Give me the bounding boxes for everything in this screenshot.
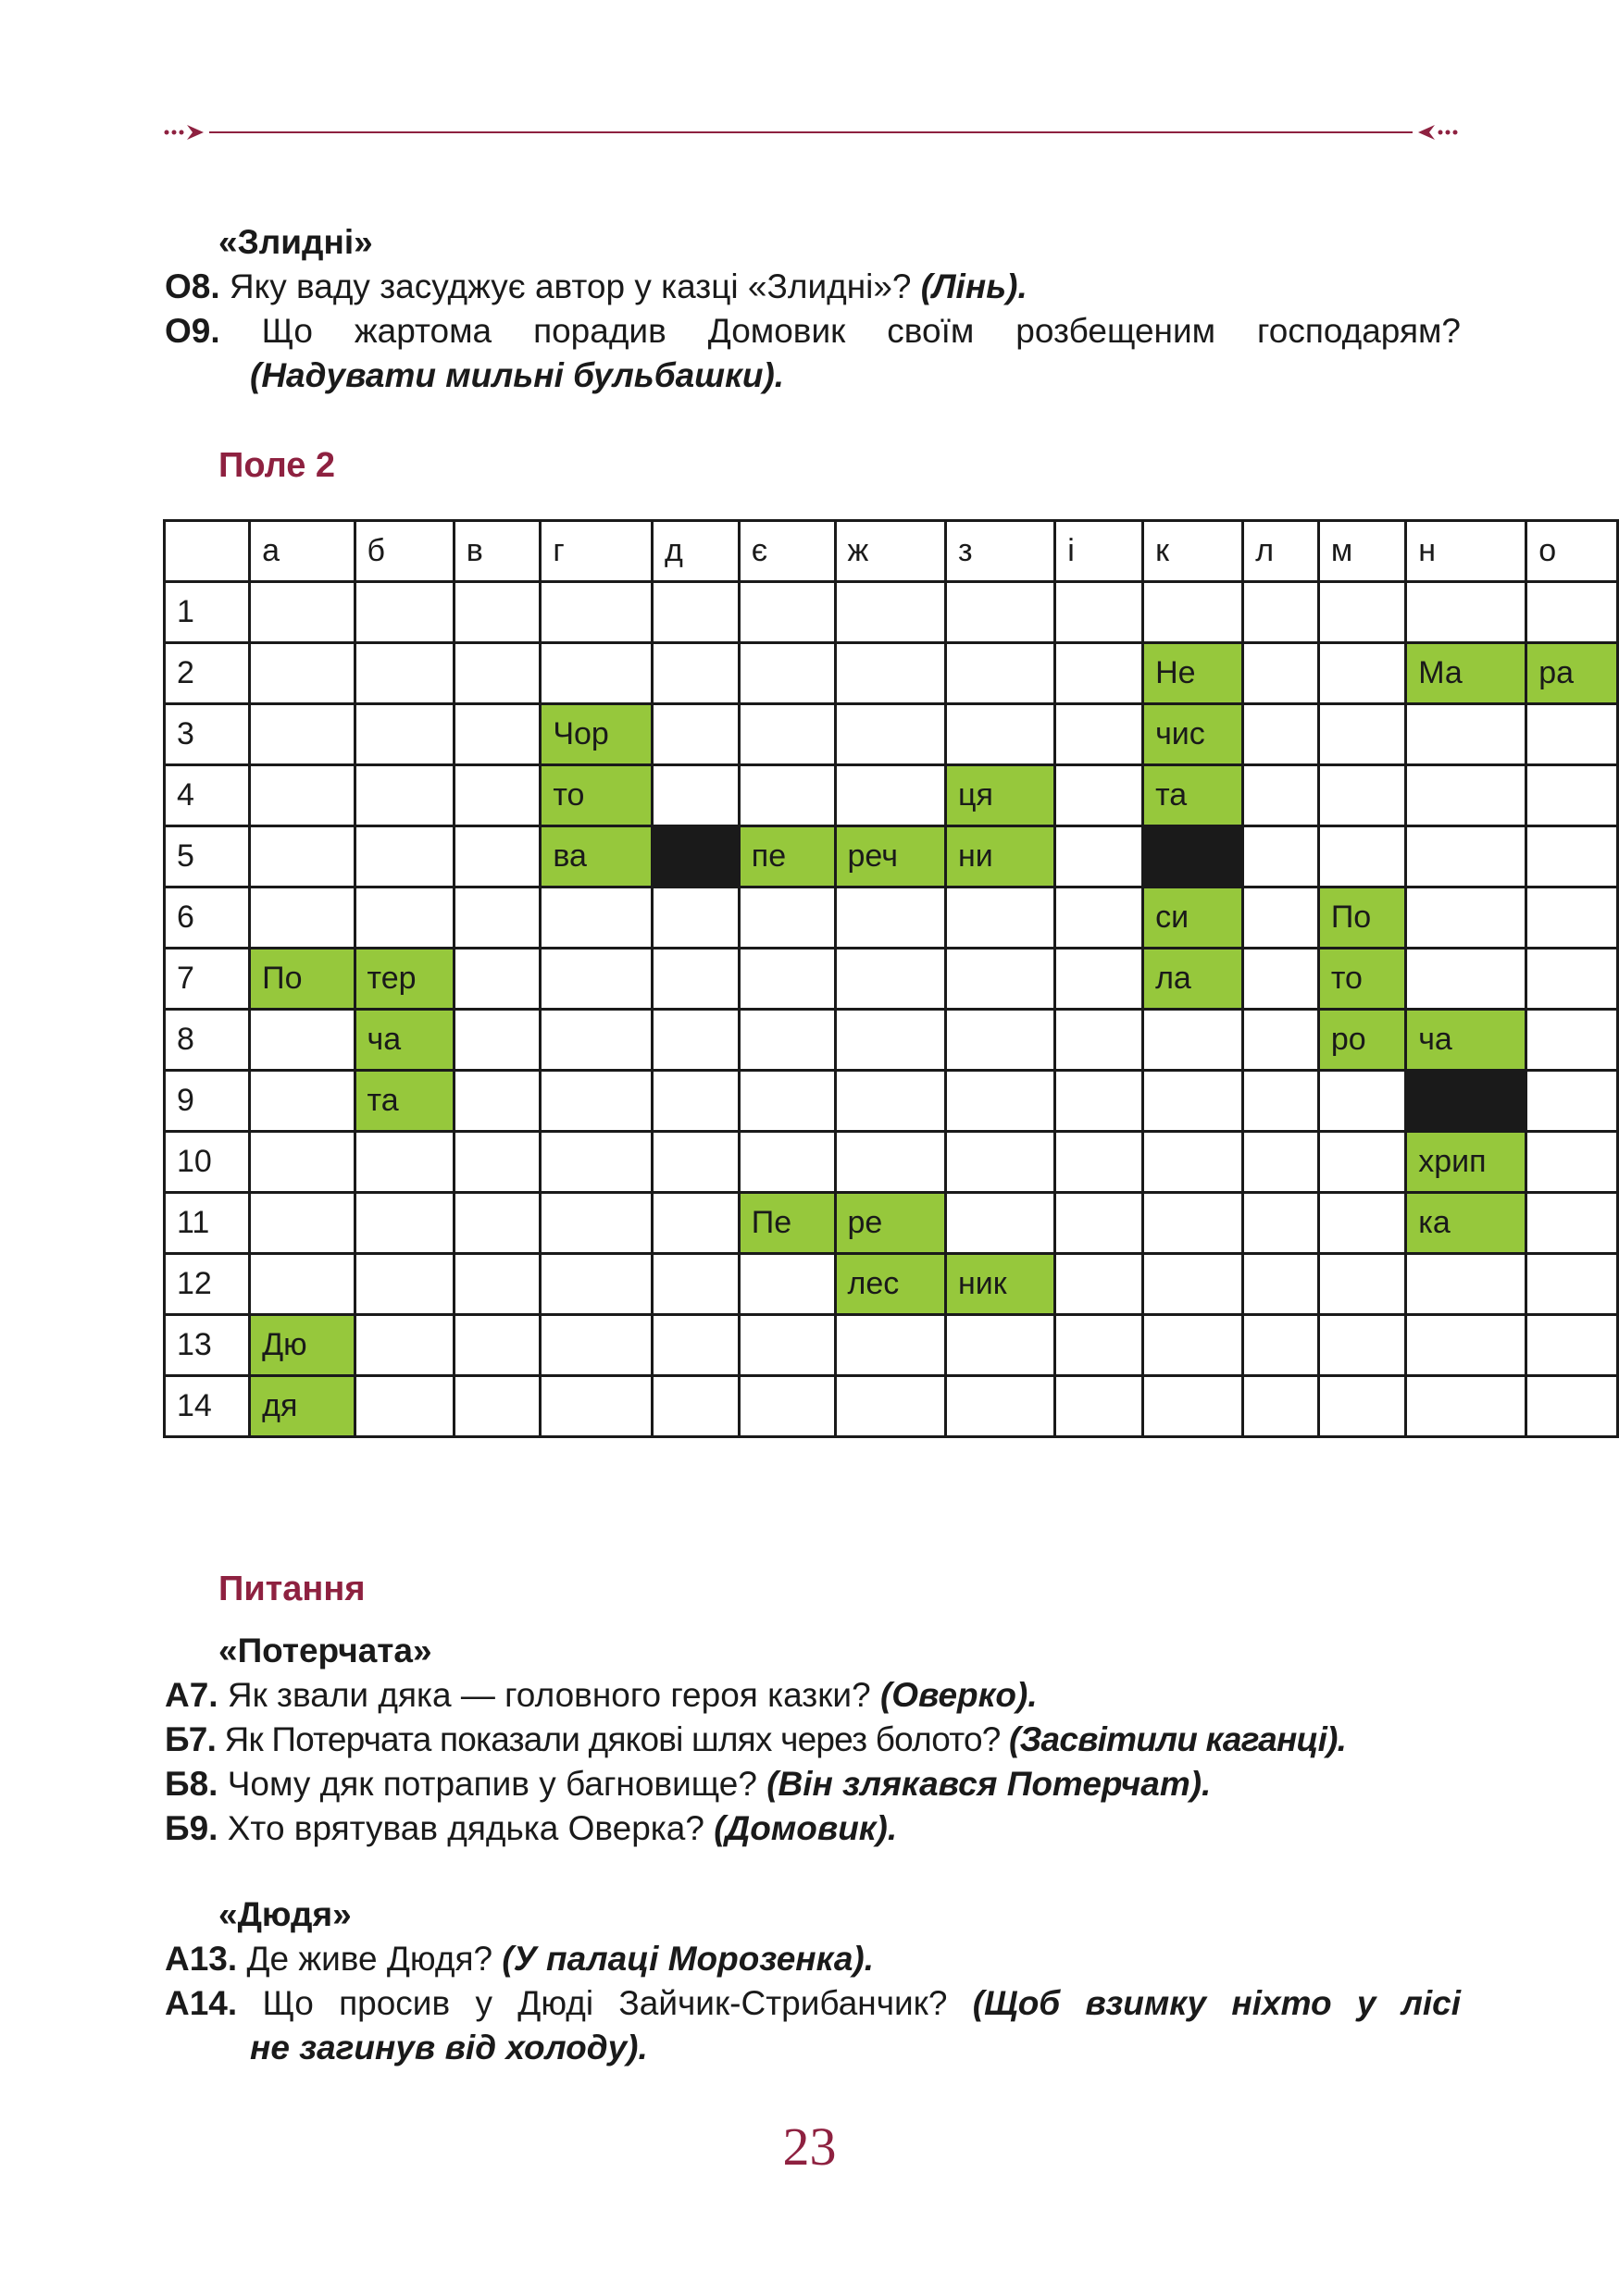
grid-cell [653,1254,740,1315]
grid-cell [739,1376,835,1437]
grid-cell [653,582,740,643]
grid-cell [653,704,740,765]
filled-cell: Пе [739,1193,835,1254]
grid-cell [835,765,945,826]
grid-cell [454,643,541,704]
grid-cell [454,949,541,1010]
question-a14: А14. Що просив у Дюді Зайчик-Стрибанчик? (Щоб взимку ніхто у лісі [165,1984,1461,2022]
grid-row [165,1254,1618,1315]
grid-cell [1526,1010,1618,1071]
grid-cell [835,887,945,949]
grid-row [165,1193,1618,1254]
grid-row [165,1376,1618,1437]
column-header: і [1055,521,1143,582]
grid-cell [454,704,541,765]
filled-cell: Ма [1406,643,1526,704]
grid-cell [250,1010,355,1071]
grid-cell [355,643,454,704]
filled-cell: дя [250,1376,355,1437]
filled-cell: та [1143,765,1243,826]
grid-cell [1406,704,1526,765]
grid-row [165,1132,1618,1193]
grid-cell [1318,1132,1405,1193]
grid-cell [541,1376,653,1437]
grid-cell [1055,1132,1143,1193]
filled-cell: тер [355,949,454,1010]
grid-row [165,887,1618,949]
grid-cell [1526,1315,1618,1376]
column-header: м [1318,521,1405,582]
filled-cell: ни [945,826,1054,887]
grid-cell [1406,1315,1526,1376]
grid-cell [1243,765,1319,826]
grid-cell [1243,1132,1319,1193]
grid-row [165,582,1618,643]
grid-cell [835,582,945,643]
grid-cell [1055,949,1143,1010]
grid-cell [739,949,835,1010]
grid-cell [1406,887,1526,949]
grid-cell [1526,582,1618,643]
grid-cell [739,765,835,826]
blocked-cell [653,826,740,887]
filled-cell: хрип [1406,1132,1526,1193]
filled-cell: ця [945,765,1054,826]
section-poterchata [165,1629,1461,1851]
section-title: «Потерчата» [218,1632,432,1669]
filled-cell: лес [835,1254,945,1315]
row-header: 12 [165,1254,250,1315]
grid-cell [1318,1193,1405,1254]
grid-cell [1143,582,1243,643]
question-a7: А7. Як звали дяка — головного героя казки? (Оверко). [165,1676,1038,1714]
column-header: н [1406,521,1526,582]
grid-cell [1318,643,1405,704]
grid-row [165,1010,1618,1071]
grid-cell [355,1254,454,1315]
grid-cell [739,704,835,765]
grid-cell [541,1010,653,1071]
grid-cell [835,949,945,1010]
row-header: 2 [165,643,250,704]
row-header: 11 [165,1193,250,1254]
grid-cell [454,826,541,887]
section-zlydni [165,220,1461,398]
row-header: 10 [165,1132,250,1193]
grid-cell [1055,1010,1143,1071]
grid-row [165,949,1618,1010]
column-header: ж [835,521,945,582]
grid-cell [1143,1132,1243,1193]
grid-cell [250,1071,355,1132]
grid-cell [1243,704,1319,765]
grid-cell [250,643,355,704]
filled-cell: ка [1406,1193,1526,1254]
grid-cell [945,1376,1054,1437]
grid-cell [1526,1254,1618,1315]
grid-cell [1243,949,1319,1010]
grid-cell [653,1193,740,1254]
page-number: 23 [782,2116,837,2177]
grid-cell [653,949,740,1010]
grid-row [165,704,1618,765]
grid-cell [1526,887,1618,949]
grid-cell [653,1010,740,1071]
grid-cell [454,1010,541,1071]
grid-cell [355,1315,454,1376]
grid-cell [945,643,1054,704]
grid-cell [1243,1376,1319,1437]
grid-cell [1318,582,1405,643]
grid-cell [1055,582,1143,643]
grid-cell [454,1132,541,1193]
grid-cell [835,1315,945,1376]
grid-cell [1526,949,1618,1010]
row-header: 9 [165,1071,250,1132]
grid-cell [1526,826,1618,887]
filled-cell: ре [835,1193,945,1254]
grid-cell [454,887,541,949]
filled-cell: пе [739,826,835,887]
grid-cell [454,765,541,826]
grid-cell [739,1132,835,1193]
grid-cell [355,582,454,643]
grid-cell [1143,1315,1243,1376]
grid-cell [250,765,355,826]
grid-corner-cell [165,521,250,582]
grid-cell [1055,1376,1143,1437]
column-header: в [454,521,541,582]
column-header: з [945,521,1054,582]
row-header: 6 [165,887,250,949]
grid-cell [653,1315,740,1376]
grid-cell [1318,1376,1405,1437]
grid-cell [1406,1254,1526,1315]
grid-cell [945,704,1054,765]
column-header: д [653,521,740,582]
blocked-cell [1406,1071,1526,1132]
grid-cell [250,826,355,887]
row-header: 4 [165,765,250,826]
filled-cell: Чор [541,704,653,765]
grid-cell [1143,1376,1243,1437]
filled-cell: ва [541,826,653,887]
grid-cell [250,887,355,949]
grid-cell [1318,1254,1405,1315]
grid-row [165,1315,1618,1376]
grid-cell [1055,1315,1143,1376]
grid-cell [1318,1315,1405,1376]
field-title: Поле 2 [218,446,336,485]
blocked-cell [1143,826,1243,887]
grid-cell [1406,826,1526,887]
grid-cell [1243,1315,1319,1376]
grid-cell [739,582,835,643]
question-b8: Б8. Чому дяк потрапив у багновище? (Він злякався Потерчат). [165,1765,1212,1803]
grid-cell [1318,765,1405,826]
grid-cell [541,887,653,949]
grid-cell [739,643,835,704]
filled-cell: ча [355,1010,454,1071]
grid-cell [835,704,945,765]
grid-cell [250,582,355,643]
grid-cell [945,949,1054,1010]
grid-cell [835,1132,945,1193]
grid-row [165,1071,1618,1132]
grid-cell [1526,765,1618,826]
grid-cell [835,1376,945,1437]
grid-cell [1243,582,1319,643]
grid-cell [454,1071,541,1132]
row-header: 3 [165,704,250,765]
grid-cell [653,887,740,949]
grid-cell [1318,826,1405,887]
grid-cell [355,826,454,887]
grid-cell [1143,1071,1243,1132]
column-header: а [250,521,355,582]
grid-cell [454,1254,541,1315]
grid-cell [739,1254,835,1315]
grid-cell [945,1132,1054,1193]
grid-cell [653,1376,740,1437]
question-o8: О8. Яку ваду засуджує автор у казці «Злидні»? (Лінь). [165,267,1027,305]
grid-cell [541,643,653,704]
grid-cell [250,1132,355,1193]
grid-cell [835,1010,945,1071]
filled-cell: Дю [250,1315,355,1376]
grid-cell [1055,826,1143,887]
grid-row [165,826,1618,887]
section-title: «Дюдя» [218,1895,352,1933]
grid-cell [541,1132,653,1193]
grid-cell [1243,1254,1319,1315]
grid-cell [1243,887,1319,949]
column-header: б [355,521,454,582]
grid-cell [1055,704,1143,765]
grid-cell [1243,643,1319,704]
grid-cell [1318,1071,1405,1132]
filled-cell: ро [1318,1010,1405,1071]
grid-cell [945,1071,1054,1132]
filled-cell: реч [835,826,945,887]
question-o9-answer: (Надувати мильні бульбашки). [250,356,785,394]
decorative-divider [163,118,1459,146]
grid-cell [355,1193,454,1254]
grid-cell [1318,704,1405,765]
filled-cell: си [1143,887,1243,949]
grid-cell [653,1132,740,1193]
grid-cell [250,704,355,765]
grid-cell [945,1193,1054,1254]
column-header: к [1143,521,1243,582]
grid-row [165,643,1618,704]
question-o9: О9. Що жартома порадив Домовик своїм розбещеним господарям? [165,312,1461,350]
grid-cell [945,887,1054,949]
grid-cell [739,887,835,949]
filled-cell: то [541,765,653,826]
crossword-grid [163,519,1619,1438]
grid-cell [355,704,454,765]
grid-cell [1055,643,1143,704]
row-header: 13 [165,1315,250,1376]
questions-title: Питання [218,1570,366,1608]
grid-cell [1406,765,1526,826]
grid-cell [945,1315,1054,1376]
filled-cell: ла [1143,949,1243,1010]
section-title: «Злидні» [218,223,373,261]
grid-cell [739,1315,835,1376]
grid-cell [454,1376,541,1437]
grid-cell [454,582,541,643]
grid-cell [541,1193,653,1254]
grid-cell [1526,704,1618,765]
row-header: 14 [165,1376,250,1437]
grid-cell [653,765,740,826]
filled-cell: По [250,949,355,1010]
grid-cell [1055,1254,1143,1315]
question-a13: А13. Де живе Дюдя? (У палаці Морозенка). [165,1940,875,1978]
grid-cell [1143,1193,1243,1254]
grid-cell [739,1010,835,1071]
grid-cell [1055,1071,1143,1132]
section-dyudya [165,1893,1461,2070]
row-header: 7 [165,949,250,1010]
grid-cell [1526,1376,1618,1437]
filled-cell: та [355,1071,454,1132]
question-b9: Б9. Хто врятував дядька Оверка? (Домовик). [165,1809,898,1847]
row-header: 5 [165,826,250,887]
grid-cell [945,582,1054,643]
grid-cell [541,1071,653,1132]
grid-cell [355,1132,454,1193]
grid-cell [739,1071,835,1132]
grid-cell [1143,1010,1243,1071]
grid-cell [454,1315,541,1376]
grid-row [165,765,1618,826]
grid-cell [945,1010,1054,1071]
grid-cell [1055,1193,1143,1254]
grid-cell [541,1315,653,1376]
grid-cell [1406,582,1526,643]
question-b7: Б7. Як Потерчата показали дякові шлях через болото? (Засвітили каганці). [165,1720,1347,1758]
grid-cell [250,1193,355,1254]
column-header: л [1243,521,1319,582]
grid-cell [1055,765,1143,826]
filled-cell: По [1318,887,1405,949]
filled-cell: ра [1526,643,1618,704]
column-header: г [541,521,653,582]
row-header: 8 [165,1010,250,1071]
grid-cell [541,949,653,1010]
grid-cell [1526,1132,1618,1193]
grid-cell [355,887,454,949]
grid-cell [355,1376,454,1437]
grid-cell [1526,1071,1618,1132]
row-header: 1 [165,582,250,643]
grid-cell [250,1254,355,1315]
grid-cell [1143,1254,1243,1315]
grid-cell [1243,1193,1319,1254]
grid-cell [653,1071,740,1132]
filled-cell: чис [1143,704,1243,765]
grid-cell [1243,1071,1319,1132]
column-header: о [1526,521,1618,582]
grid-cell [1406,1376,1526,1437]
grid-cell [454,1193,541,1254]
grid-cell [1526,1193,1618,1254]
grid-cell [1243,1010,1319,1071]
grid-cell [541,1254,653,1315]
grid-header-row [165,521,1618,582]
question-a14-answer-cont: не загинув від холоду). [250,2029,648,2066]
filled-cell: ча [1406,1010,1526,1071]
grid-cell [1243,826,1319,887]
filled-cell: то [1318,949,1405,1010]
grid-cell [835,643,945,704]
grid-cell [835,1071,945,1132]
grid-cell [541,582,653,643]
column-header: є [739,521,835,582]
filled-cell: Не [1143,643,1243,704]
grid-cell [653,643,740,704]
filled-cell: ник [945,1254,1054,1315]
grid-cell [1406,949,1526,1010]
grid-cell [355,765,454,826]
grid-cell [1055,887,1143,949]
